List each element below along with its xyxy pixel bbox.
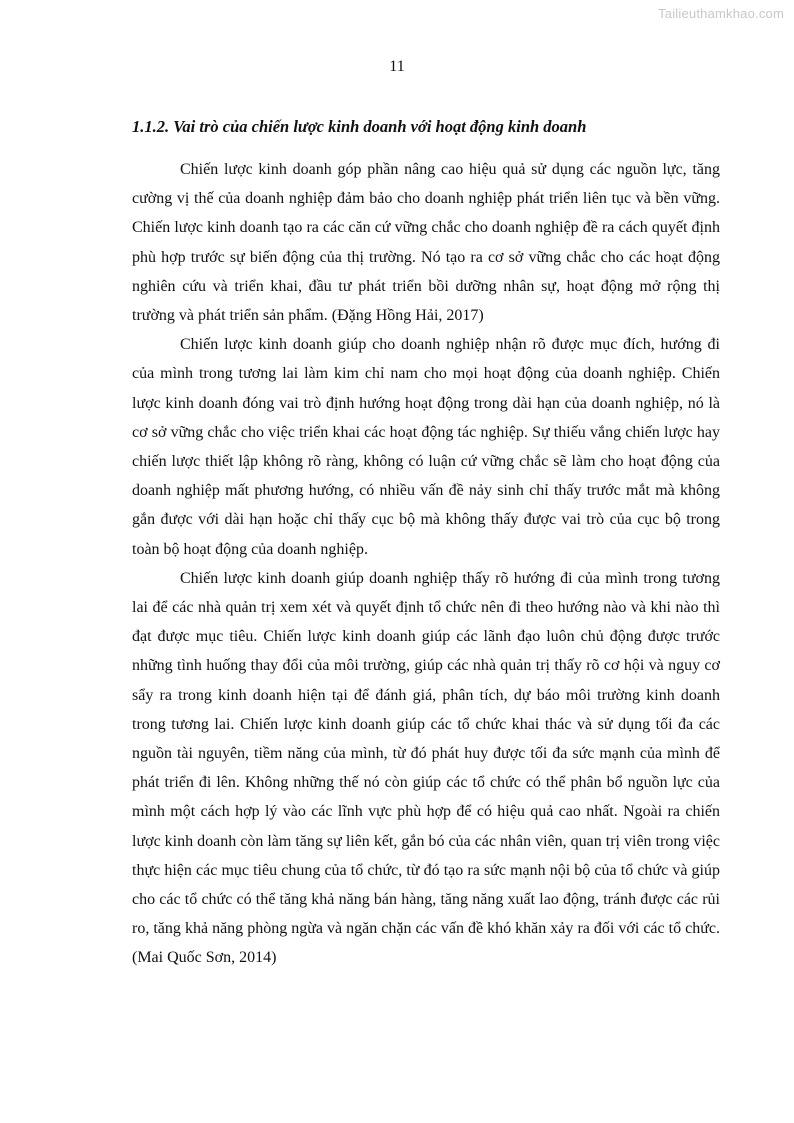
watermark: Tailieuthamkhao.com [658,6,784,21]
section-heading: 1.1.2. Vai trò của chiến lược kinh doanh với hoạt động kinh doanh [132,117,587,136]
paragraph-2: Chiến lược kinh doanh giúp cho doanh nghiệp nhận rõ được mục đích, hướng đi của mình trong tương lai làm kim chỉ nam cho mọi hoạt động của doanh nghiệp. Chiến lược kinh doanh đóng vai trò định hướng hoạt động trong dài hạn của doanh nghiệp, nó là cơ sở vững chắc cho việc triển khai các hoạt động tác nghiệp. Sự thiếu vắng chiến lược hay chiến lược thiết lập không rõ ràng, không có luận cứ vững chắc sẽ làm cho hoạt động của doanh nghiệp mất phương hướng, có nhiều vấn đề nảy sinh chỉ thấy trước mắt mà không gắn được với dài hạn hoặc chỉ thấy cục bộ mà không thấy được vai trò của cục bộ trong toàn bộ hoạt động của doanh nghiệp. [132,336,720,558]
paragraph-1: Chiến lược kinh doanh góp phần nâng cao hiệu quả sử dụng các nguồn lực, tăng cường vị thế của doanh nghiệp đảm bảo cho doanh nghiệp phát triển liên tục và bền vững. Chiến lược kinh doanh tạo ra các căn cứ vững chắc cho doanh nghiệp đề ra cách quyết định phù hợp trước sự biến động của thị trường. Nó tạo ra cơ sở vững chắc cho các hoạt động nghiên cứu và triển khai, đầu tư phát triển bồi dưỡng nhân sự, hoạt động mở rộng thị trường và phát triển sản phẩm. (Đặng Hồng Hải, 2017) [132,161,720,325]
page-body [132,112,720,973]
page-number: 11 [389,58,405,75]
paragraph-3: Chiến lược kinh doanh giúp doanh nghiệp thấy rõ hướng đi của mình trong tương lai để các nhà quản trị xem xét và quyết định tổ chức nên đi theo hướng nào và khi nào thì đạt được mục tiêu. Chiến lược kinh doanh giúp các lãnh đạo luôn chủ động được trước những tình huống thay đổi của môi trường, giúp các nhà quản trị thấy rõ cơ hội và nguy cơ sẩy ra trong kinh doanh hiện tại để đánh giá, phân tích, dự báo môi trường kinh doanh trong tương lai. Chiến lược kinh doanh giúp các tổ chức khai thác và sử dụng tối đa các nguồn tài nguyên, tiềm năng của mình, từ đó phát huy được tối đa sức mạnh của mình để phát triển đi lên. Không những thế nó còn giúp các tổ chức có thể phân bổ nguồn lực của mình một cách hợp lý vào các lĩnh vực phù hợp để có hiệu quả cao nhất. Ngoài ra chiến lược kinh doanh còn làm tăng sự liên kết, gắn bó của các nhân viên, quan trị viên trong việc thực hiện các mục tiêu chung của tổ chức, từ đó tạo ra sức mạnh nội bộ của tổ chức và giúp cho các tổ chức có thể tăng khả năng bán hàng, tăng năng xuất lao động, tránh được các rủi ro, tăng khả năng phòng ngừa và ngăn chặn các vấn đề khó khăn xảy ra đối với các tổ chức. (Mai Quốc Sơn, 2014) [132,569,720,967]
